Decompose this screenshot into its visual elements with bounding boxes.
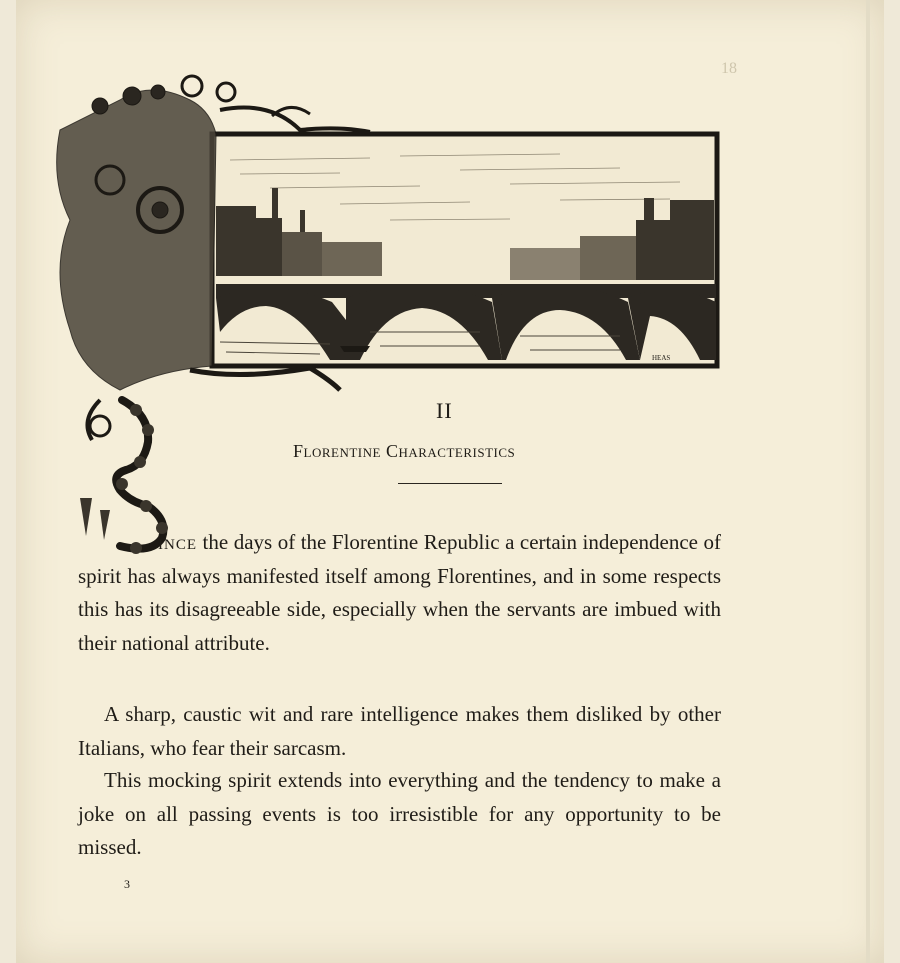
title-rule — [398, 483, 502, 484]
paragraph-1 — [78, 526, 721, 660]
paragraph-1-text: the days of the Florentine Republic a certain independence of spirit has always manifested itself among Florentines, and in some respects this has its disagreeable side, especially when the servants are imbued with their national attribute. — [78, 530, 721, 655]
chapter-vignette — [40, 70, 730, 560]
chapter-title: Florentine Characteristics — [293, 441, 516, 461]
engraver-mark: HEAS — [652, 354, 671, 362]
page-edge — [866, 0, 870, 963]
folio-number: 3 — [124, 877, 130, 891]
landscape-engraving — [212, 134, 717, 366]
chapter-number: II — [436, 398, 453, 423]
paragraph-lead-smallcaps: ince — [158, 530, 197, 554]
paragraph-2: A sharp, caustic wit and rare intelligence makes them disliked by other Italians, who fear their sarcasm. — [78, 702, 721, 760]
show-through-page-number: 18 — [721, 60, 737, 77]
paragraph-3: This mocking spirit extends into everything and the tendency to make a joke on all passing events is too irresistible for any opportunity to be missed. — [78, 768, 721, 859]
